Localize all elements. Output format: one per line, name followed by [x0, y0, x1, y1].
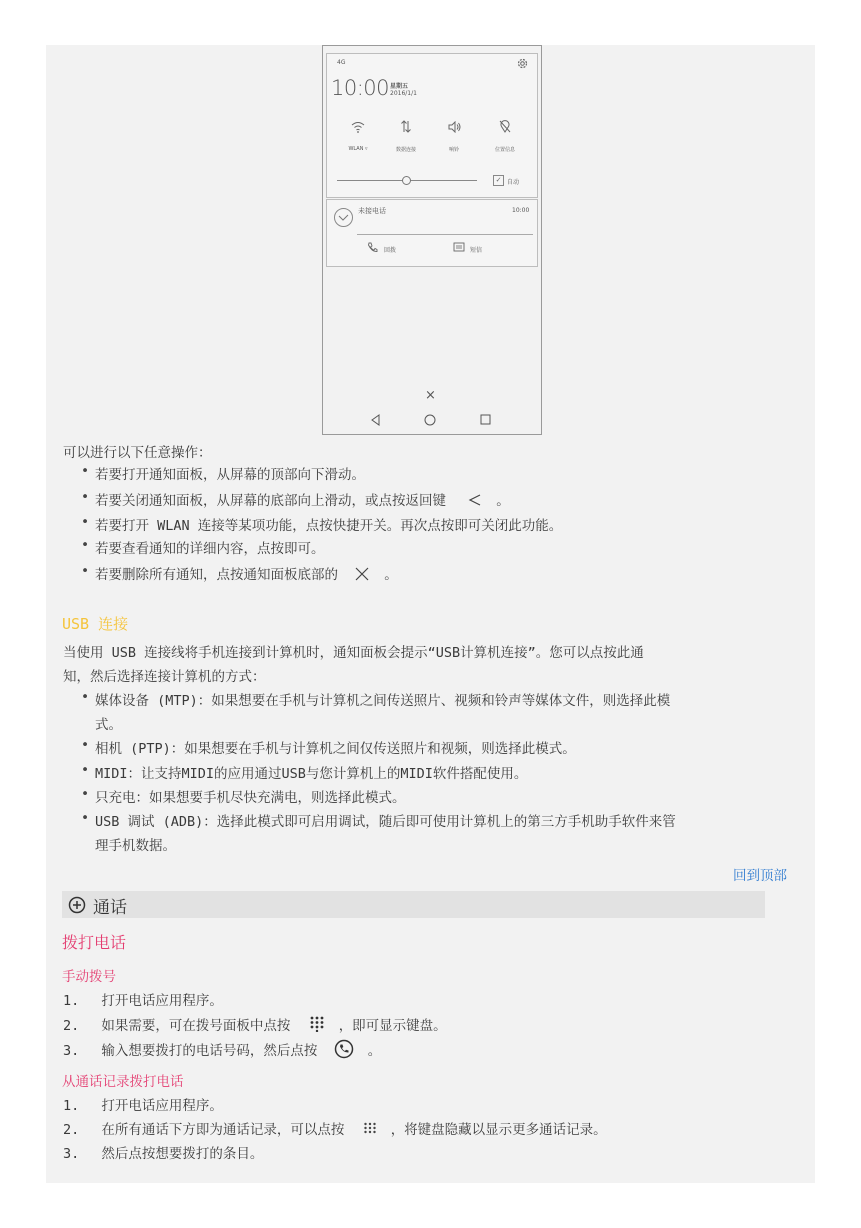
step-number: 1. — [63, 993, 80, 1009]
phone-screenshot — [322, 45, 542, 435]
ops-item-5-suffix: 。 — [384, 567, 398, 583]
wifi-icon[interactable] — [351, 121, 365, 133]
step-number: 2. — [63, 1122, 80, 1138]
qs-label-wlan: WLAN ▿ — [348, 146, 368, 152]
log-step-1 — [63, 1094, 223, 1114]
ringer-icon[interactable] — [448, 121, 461, 133]
step-text: 然后点按想要拨打的条目。 — [101, 1146, 264, 1162]
call-button-icon — [334, 1039, 354, 1059]
manual-step-3 — [63, 1039, 381, 1059]
usb-intro-line2: 知，然后选择连接计算机的方式： — [63, 669, 266, 685]
step-text: 打开电话应用程序。 — [101, 993, 223, 1009]
home-icon[interactable] — [424, 414, 436, 426]
step-text-after: 。 — [367, 1043, 382, 1059]
step-text-after: ，将键盘隐藏以显示更多通话记录。 — [390, 1122, 607, 1138]
gear-icon[interactable] — [516, 57, 529, 70]
auto-brightness-checkbox[interactable]: ✓ — [493, 175, 504, 186]
signal-indicator: 4G — [337, 59, 346, 66]
sms-button[interactable]: 短信 — [470, 247, 483, 254]
call-section-title: 通话 — [93, 898, 127, 918]
ops-item-4: • 若要查看通知的详细内容，点按即可。 — [95, 537, 325, 557]
qs-label-data: 数据连接 — [395, 147, 417, 153]
step-text: 打开电话应用程序。 — [101, 1098, 223, 1114]
ops-item-5-text: 若要删除所有通知，点按通知面板底部的 — [95, 567, 338, 583]
ops-item-2-text: 若要关闭通知面板，从屏幕的底部向上滑动，或点按返回键 — [95, 493, 446, 509]
ops-intro: 可以进行以下任意操作： — [63, 445, 212, 461]
step-text: 如果需要，可在拨号面板中点按 — [101, 1018, 291, 1034]
notification-time: 10:00 — [512, 207, 530, 214]
clear-all-icon[interactable]: × — [425, 388, 436, 403]
back-to-top-link[interactable]: 回到顶部 — [733, 868, 787, 884]
callback-phone-icon — [367, 242, 378, 253]
ops-item-5 — [95, 563, 398, 583]
data-connection-icon[interactable] — [400, 120, 412, 133]
usb-item-charge: • 只充电：如果想要手机尽快充满电，则选择此模式。 — [95, 786, 406, 806]
ops-item-2 — [95, 489, 510, 509]
manual-step-1 — [63, 989, 223, 1009]
usb-item-mtp-cont: 式。 — [95, 717, 122, 733]
missed-call-icon — [334, 208, 353, 227]
call-section-header[interactable] — [62, 891, 765, 918]
recents-icon[interactable] — [480, 414, 491, 425]
step-text: 在所有通话下方即为通话记录，可以点按 — [101, 1122, 345, 1138]
back-key-icon — [468, 493, 482, 507]
qs-label-ringer: 响铃 — [448, 147, 460, 153]
usb-intro-line1: 当使用 USB 连接线将手机连接到计算机时，通知面板会提示“USB计算机连接”。您可以点按此通 — [63, 645, 644, 661]
location-icon[interactable] — [499, 120, 511, 133]
ops-item-2-suffix: 。 — [496, 493, 510, 509]
step-number: 3. — [63, 1146, 80, 1162]
step-number: 2. — [63, 1018, 80, 1034]
usb-item-adb: • USB 调试 (ADB)：选择此模式即可启用调试，随后即可使用计算机上的第三方手机助手软件来管 — [95, 810, 676, 830]
step-text-after: ，即可显示键盘。 — [338, 1018, 447, 1034]
usb-item-midi: • MIDI：让支持MIDI的应用通过USB与您计算机上的MIDI软件搭配使用。 — [95, 762, 527, 782]
usb-item-mtp: • 媒体设备 (MTP)：如果想要在手机与计算机之间传送照片、视频和铃声等媒体文件，则选择此模 — [95, 689, 670, 709]
callback-button[interactable]: 回拨 — [384, 247, 397, 254]
dialpad-icon — [309, 1016, 325, 1032]
date-label: 2016/1/1 — [390, 90, 417, 97]
brightness-slider-thumb[interactable] — [402, 176, 411, 185]
weekday-label: 星期五 — [390, 83, 409, 90]
dialpad-hide-icon — [363, 1122, 377, 1135]
ops-item-1: • 若要打开通知面板，从屏幕的顶部向下滑动。 — [95, 463, 365, 483]
notification-title: 未接电话 — [358, 207, 386, 215]
step-number: 3. — [63, 1043, 80, 1059]
step-number: 1. — [63, 1098, 80, 1114]
clock-time: 10:00 — [331, 76, 390, 100]
quick-settings-panel — [326, 53, 538, 198]
qs-label-location: 位置信息 — [494, 147, 516, 153]
log-step-3 — [63, 1142, 263, 1162]
auto-brightness-label: 自动 — [507, 179, 520, 186]
usb-heading: USB 连接 — [62, 615, 129, 633]
call-log-heading: 从通话记录拨打电话 — [62, 1074, 184, 1090]
sms-icon — [453, 242, 465, 253]
notification-divider — [357, 234, 533, 235]
step-text: 输入想要拨打的电话号码，然后点按 — [101, 1043, 318, 1059]
usb-item-ptp: • 相机 (PTP)：如果想要在手机与计算机之间仅传送照片和视频，则选择此模式。 — [95, 737, 576, 757]
manual-step-2 — [63, 1014, 447, 1034]
missed-call-notification[interactable] — [326, 199, 538, 267]
dial-heading: 拨打电话 — [62, 933, 127, 952]
ops-item-3: • 若要打开 WLAN 连接等某项功能，点按快捷开关。再次点按即可关闭此功能。 — [95, 514, 562, 534]
usb-item-adb-cont: 理手机数据。 — [95, 838, 176, 854]
expand-plus-icon[interactable] — [68, 896, 86, 914]
log-step-2 — [63, 1118, 607, 1138]
back-icon[interactable] — [370, 414, 381, 426]
close-icon — [354, 567, 370, 581]
manual-dial-heading: 手动拨号 — [62, 969, 116, 985]
